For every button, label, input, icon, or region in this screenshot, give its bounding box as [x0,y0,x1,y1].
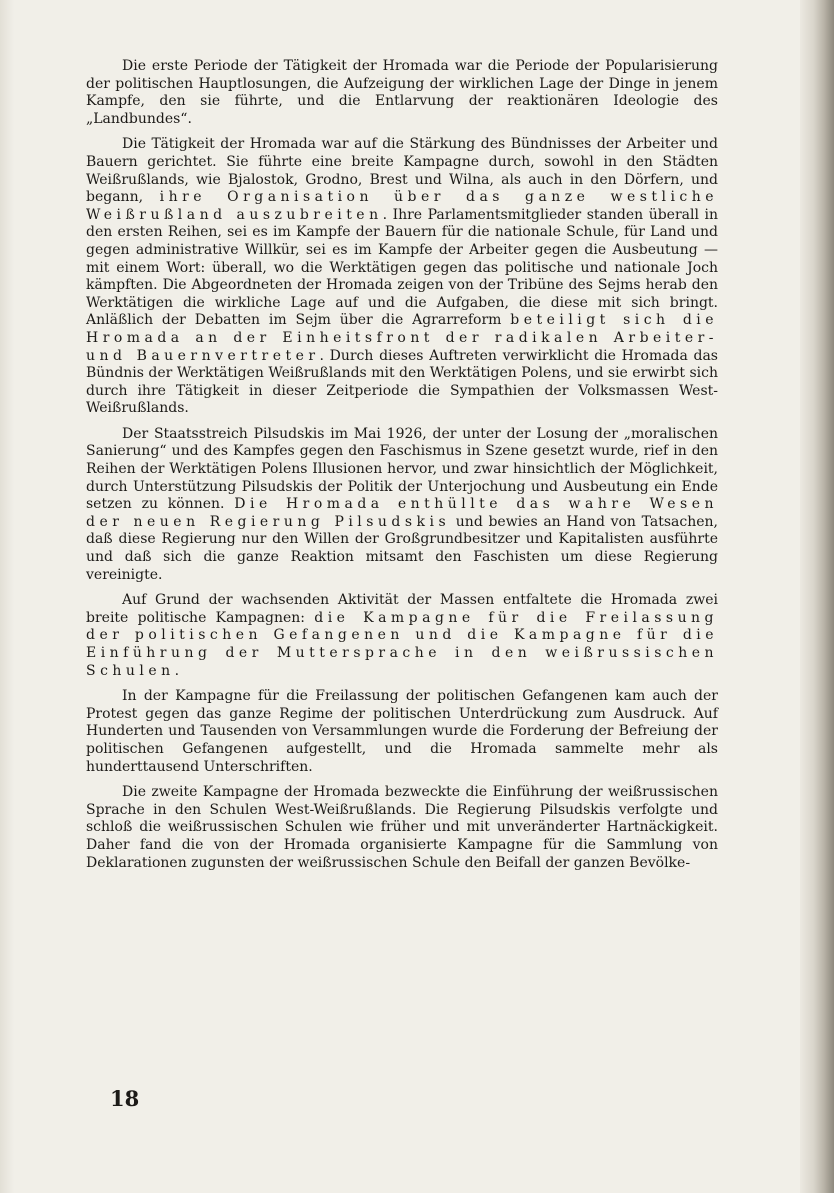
book-spine-shadow [800,0,834,1193]
page-number: 18 [110,1086,140,1111]
text-run: und bewies an Hand von Tatsachen, daß diese Regierung nur den Willen der Großgrundbesitzer und Kapitalisten ausführte und daß sich die ganze Reaktion mitsamt den Faschisten um diese Regierung vereinigte. [86,513,718,583]
emphasized-text: ihre Organisation über das ganze westliche Weißrußland auszubreiten [86,189,718,223]
paragraph [86,58,718,128]
paragraph [86,784,718,872]
text-run: . Durch dieses Auftreten verwirklicht die Hromada das Bündnis der Werktätigen Weißrußlands mit den Werktätigen Polens, und sie erwirbt sich durch ihre Tätigkeit in dieser Zeitperiode die Sympathien der Volksmassen West-Weißrußlands. [86,347,718,417]
emphasized-text: Die Hromada enthüllte das wahre Wesen der neuen Regierung Pilsudskis [86,496,718,530]
text-run: . Ihre Parlamentsmitglieder standen überall in den ersten Reihen, sei es im Kampfe der Bauern für die nationale Schule, für Land und gegen administrative Willkür, sei es im Kampfe der Arbeiter gegen die Ausbeutung — mit einem Wort: überall, wo die Werktätigen gegen das politische und nationale Joch kämpften. Die Abgeordneten der Hromada zeigen von der Tribüne des Sejms herab den Werktätigen die wirkliche Lage auf und die Aufgaben, die diese mit sich bringt. Anläßlich der Debatten im Sejm über die Agrarreform [86,206,718,329]
text-run: . [174,662,180,679]
body-text [86,58,718,872]
text-run: Die erste Periode der Tätigkeit der Hromada war die Periode der Popularisierung der politischen Hauptlosungen, die Aufzeigung der wirklichen Lage der Dinge in jenem Kampfe, den sie führte, und die Entlarvung der reaktionären Ideologie des „Landbundes“. [86,58,718,127]
text-run: Auf Grund der wachsenden Aktivität der Massen entfaltete die Hromada zwei breite politische Kampagnen: [86,592,718,626]
text-run: Die zweite Kampagne der Hromada bezweckte die Einführung der weißrussischen Sprache in den Schulen West-Weißrußlands. Die Regierung Pilsudskis verfolgte und schloß die weißrussischen Schulen wie früher und mit unveränderter Hartnäckigkeit. Daher fand die von der Hromada organisierte Kampagne für die Sammlung von Deklarationen zugunsten der weißrussischen Schule den Beifall der ganzen Bevölke- [86,784,718,871]
paragraph [86,592,718,680]
text-run: Der Staatsstreich Pilsudskis im Mai 1926, der unter der Losung der „moralischen Sanierung“ und des Kampfes gegen den Faschismus in Szene gesetzt wurde, rief in den Reihen der Werktätigen Polens Illusionen hervor, und zwar hinsichtlich der Möglichkeit, durch Unterstützung Pilsudskis der Politik der Unterjochung und Ausbeutung ein Ende setzen zu können. [86,425,718,513]
text-run: Die Tätigkeit der Hromada war auf die Stärkung des Bündnisses der Arbeiter und Bauern gerichtet. Sie führte eine breite Kampagne durch, sowohl in den Städten Weißrußlands, wie Bjalostok, Grodno, Brest und Wilna, als auch in den Dörfern, und begann, [86,136,718,206]
emphasized-text: die Kampagne für die Freilassung der politischen Gefangenen und die Kampagne für die Einführung der Muttersprache in den weißrussischen Schulen [86,609,719,679]
text-run: In der Kampagne für die Freilassung der politischen Gefangenen kam auch der Protest gegen das ganze Regime der politischen Unterdrückung zum Ausdruck. Auf Hunderten und Tausenden von Versammlungen wurde die Forderung der Befreiung der politischen Gefangenen aufgestellt, und die Hromada sammelte mehr als hunderttausend Unterschriften. [86,688,718,775]
paragraph [86,688,718,776]
paragraph [86,426,718,584]
page-left-margin [0,0,14,1193]
paragraph [86,136,718,418]
emphasized-text: beteiligt sich die Hromada an der Einheitsfront der radikalen Arbeiter- und Bauernvertreter [86,312,718,364]
